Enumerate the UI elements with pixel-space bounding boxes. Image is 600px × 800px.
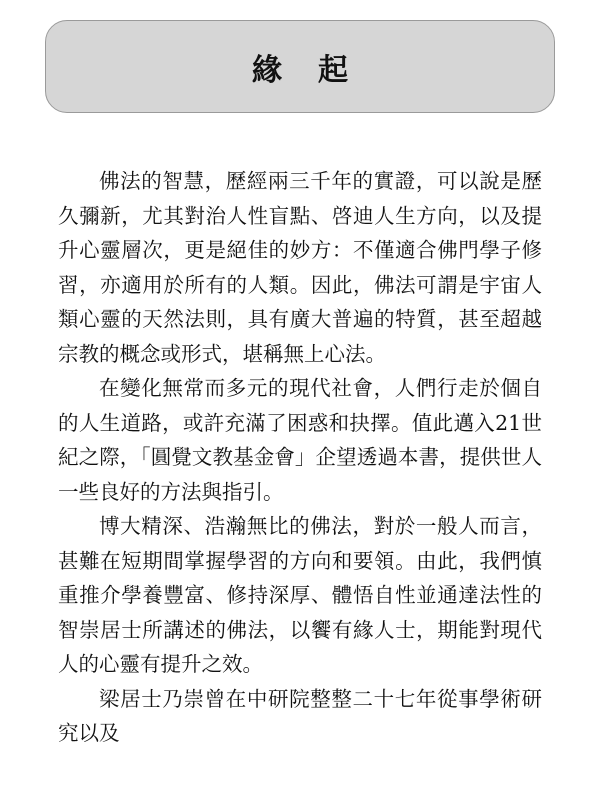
page-title: 緣起	[252, 52, 384, 88]
paragraph-3: 博大精深、浩瀚無比的佛法，對於一般人而言，甚難在短期間掌握學習的方向和要領。由此，我們慎重推介學養豐富、修持深厚、體悟自性並通達法性的智崇居士所講述的佛法，以饗有緣人士，期能對現代人的心靈有提升之效。	[58, 514, 542, 676]
body-text	[58, 164, 542, 751]
paragraph-4: 梁居士乃崇曾在中研院整整二十七年從事學術研究以及	[58, 686, 542, 745]
title-banner	[45, 20, 555, 113]
paragraph-2: 在變化無常而多元的現代社會，人們行走於個自的人生道路，或許充滿了困惑和抉擇。值此邁入21世紀之際，「圓覺文教基金會」企望透過本書，提供世人一些良好的方法與指引。	[58, 376, 542, 504]
paragraph-1: 佛法的智慧，歷經兩三千年的實證，可以說是歷久彌新，尤其對治人性盲點、啓迪人生方向，以及提升心靈層次，更是絕佳的妙方：不僅適合佛門學子修習，亦適用於所有的人類。因此，佛法可謂是宇宙人類心靈的天然法則，具有廣大普遍的特質，甚至超越宗教的概念或形式，堪稱無上心法。	[58, 169, 542, 366]
